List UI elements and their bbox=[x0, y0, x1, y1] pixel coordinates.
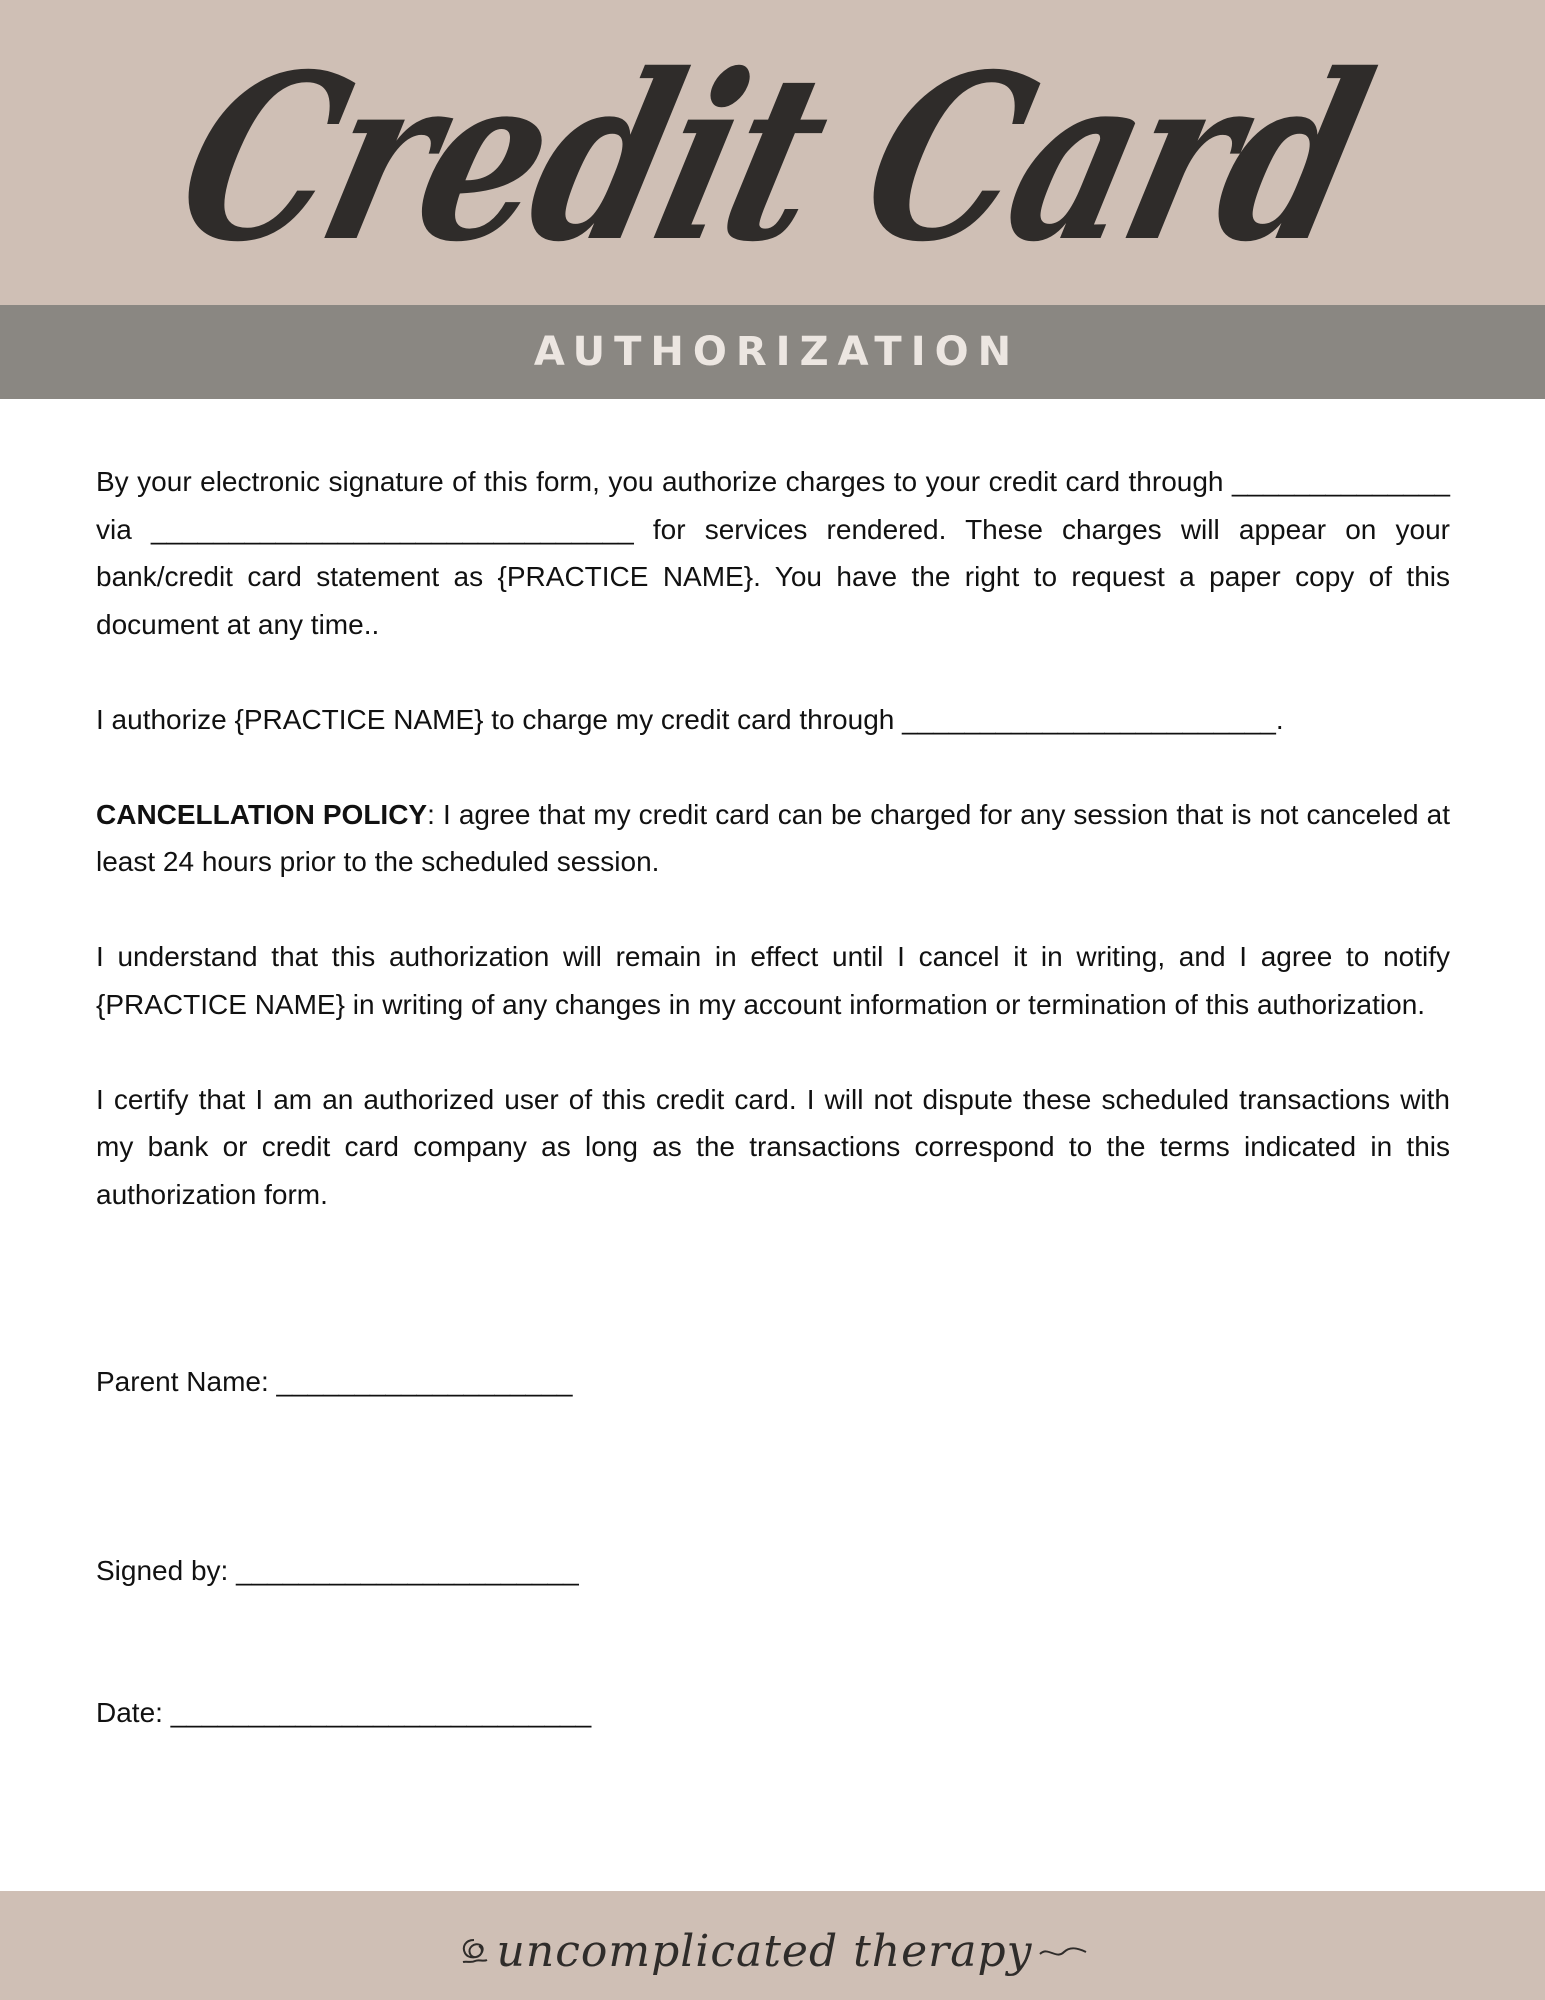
flourish-icon bbox=[1038, 1942, 1088, 1962]
paragraph-cancellation bbox=[96, 791, 1450, 886]
date-field[interactable]: Date: ___________________________ bbox=[96, 1697, 592, 1728]
cancellation-policy-text: : I agree that my credit card can be charged for any session that is not canceled at least 24 hours prior to the scheduled session. bbox=[96, 798, 1450, 877]
footer-band bbox=[0, 1891, 1545, 2000]
footer-brand bbox=[457, 1926, 1089, 1977]
paragraph-certify: I certify that I am an authorized user of this credit card. I will not dispute these scheduled transactions with my bank or credit card company as long as the transactions correspond to the terms indicated in this authorization form. bbox=[96, 1083, 1450, 1210]
subtitle-band bbox=[0, 305, 1545, 399]
cancellation-policy-label: CANCELLATION POLICY bbox=[96, 798, 428, 830]
paragraph-authorization: By your electronic signature of this form, you authorize charges to your credit card through ______________ via _______________________________ for services rendered. These charges will appear on your bank/credit card statement as {PRACTICE NAME}. You have the right to request a paper copy of this document at any time.. bbox=[96, 466, 1450, 640]
parent-name-field[interactable]: Parent Name: ___________________ bbox=[96, 1366, 573, 1397]
signed-by-field[interactable]: Signed by: ______________________ bbox=[96, 1555, 579, 1586]
footer-brand-name: uncomplicated therapy bbox=[496, 1926, 1033, 1977]
page-title: Credit Card bbox=[156, 23, 1389, 292]
scribble-icon bbox=[457, 1935, 491, 1969]
page-subtitle: AUTHORIZATION bbox=[533, 329, 1021, 375]
paragraph-charge-consent: I authorize {PRACTICE NAME} to charge my credit card through ________________________. bbox=[96, 703, 1284, 735]
form-body bbox=[96, 458, 1450, 1266]
page-title-container bbox=[0, 0, 1545, 305]
paragraph-duration: I understand that this authorization will remain in effect until I cancel it in writing, and I agree to notify {PRACTICE NAME} in writing of any changes in my account information or termination of this authorization. bbox=[96, 941, 1450, 1020]
